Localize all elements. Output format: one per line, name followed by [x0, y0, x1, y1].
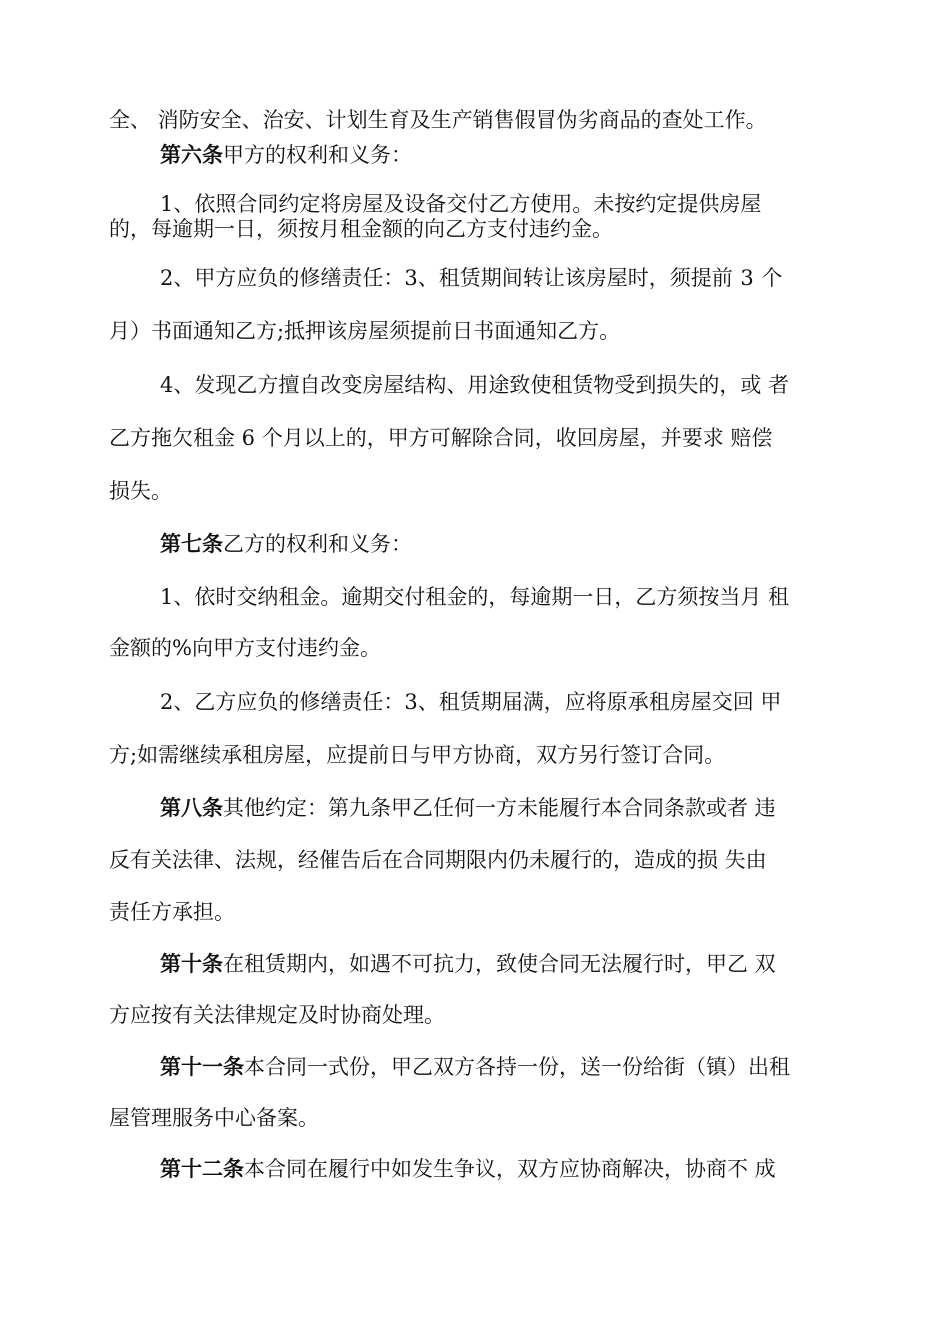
paragraph-line: 的，每逾期一日，须按月租金额的向乙方支付违约金。: [109, 217, 613, 241]
paragraph-line: 1、依时交纳租金。逾期交付租金的，每逾期一日，乙方须按当月 租: [160, 585, 790, 609]
article-12-heading: [160, 1155, 776, 1183]
paragraph-line: 方;如需继续承租房屋，应提前日与甲方协商，双方另行签订合同。: [109, 743, 726, 767]
paragraph-line: 责任方承担。: [109, 900, 235, 924]
article-12-label: 第十二条: [160, 1156, 244, 1181]
article-6-heading: [160, 141, 412, 169]
paragraph-line: 乙方拖欠租金 6 个月以上的，甲方可解除合同，收回房屋，并要求 赔偿: [109, 426, 773, 450]
article-11-text: 本合同一式份，甲乙双方各持一份，送一份给街（镇）出租: [244, 1055, 790, 1079]
article-8-text: 其他约定：第九条甲乙任何一方未能履行本合同条款或者 违: [223, 796, 776, 820]
article-6-title: 甲方的权利和义务：: [223, 143, 412, 167]
article-11-label: 第十一条: [160, 1054, 244, 1079]
paragraph-line: 2、乙方应负的修缮责任：3、租赁期届满，应将原承租房屋交回 甲: [160, 690, 782, 714]
paragraph-line: 2、甲方应负的修缮责任：3、租赁期间转让该房屋时，须提前 3 个: [160, 266, 783, 290]
article-7-title: 乙方的权利和义务：: [223, 532, 412, 556]
article-11-heading: [160, 1053, 790, 1081]
paragraph-line: 反有关法律、法规，经催告后在合同期限内仍未履行的，造成的损 失由: [109, 848, 767, 872]
article-7-heading: [160, 530, 412, 558]
article-7-label: 第七条: [160, 531, 223, 556]
article-10-label: 第十条: [160, 951, 223, 976]
paragraph-line: 金额的%向甲方支付违约金。: [109, 636, 381, 660]
paragraph-line: 全、 消防安全、治安、计划生育及生产销售假冒伪劣商品的查处工作。: [109, 108, 767, 132]
paragraph-line: 方应按有关法律规定及时协商处理。: [109, 1003, 445, 1027]
article-10-text: 在租赁期内，如遇不可抗力，致使合同无法履行时，甲乙 双: [223, 952, 776, 976]
article-8-heading: [160, 794, 776, 822]
paragraph-line: 月）书面通知乙方;抵押该房屋须提前日书面通知乙方。: [109, 319, 621, 343]
article-8-label: 第八条: [160, 795, 223, 820]
paragraph-line: 屋管理服务中心备案。: [109, 1106, 319, 1130]
paragraph-line: 1、依照合同约定将房屋及设备交付乙方使用。未按约定提供房屋: [160, 192, 762, 216]
paragraph-line: 4、发现乙方擅自改变房屋结构、用途致使租赁物受到损失的，或 者: [160, 373, 790, 397]
article-6-label: 第六条: [160, 142, 223, 167]
paragraph-line: 损失。: [109, 479, 172, 503]
article-10-heading: [160, 950, 776, 978]
article-12-text: 本合同在履行中如发生争议，双方应协商解决，协商不 成: [244, 1157, 776, 1181]
